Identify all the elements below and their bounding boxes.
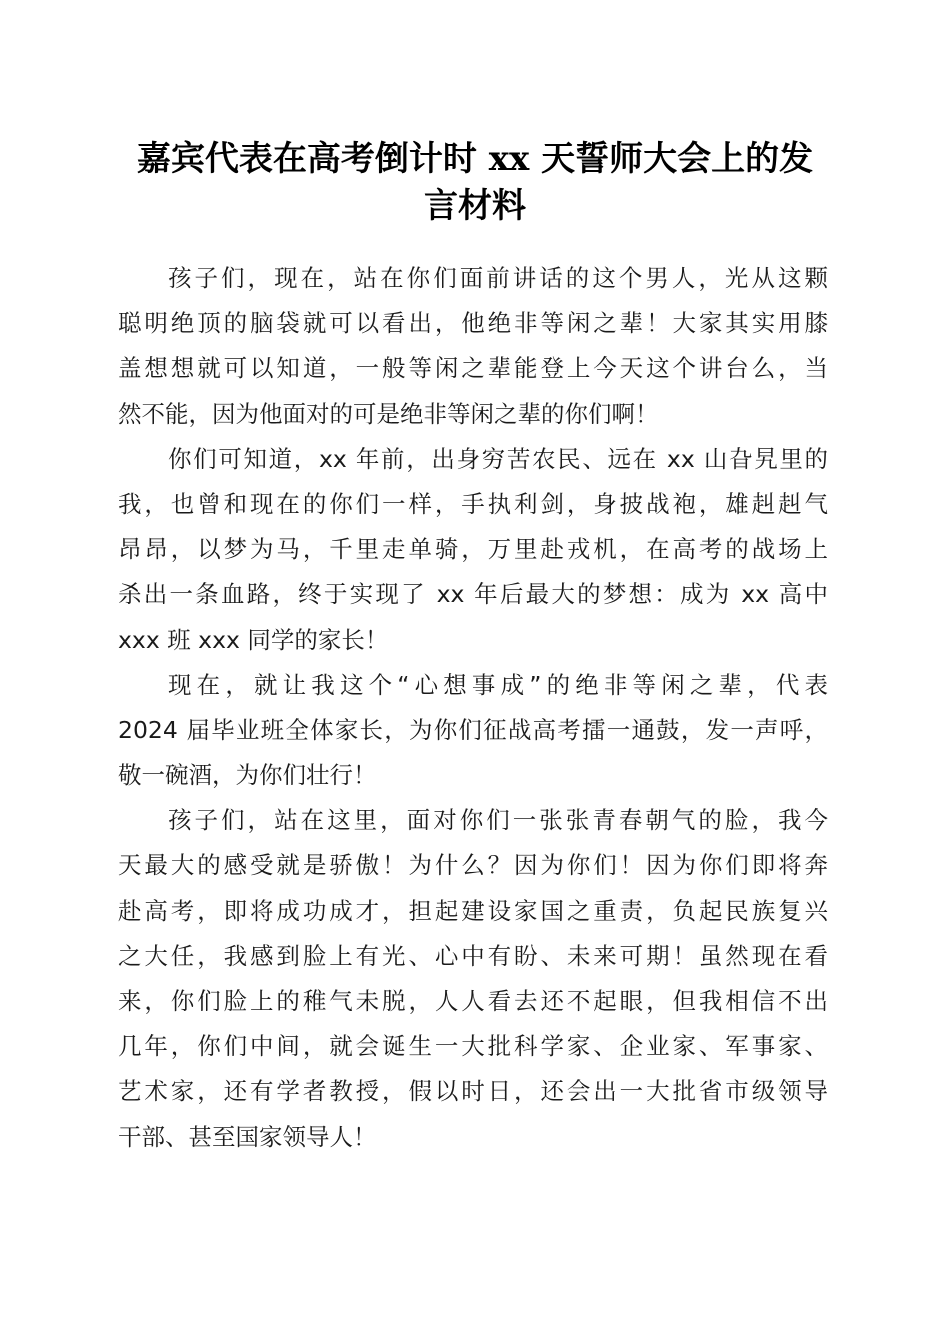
document-title [110, 136, 840, 230]
text-line: 昂昂，以梦为马，千里走单骑，万里赴戎机，在高考的战场上 [118, 535, 828, 564]
title-line-2: 言材料 [424, 186, 526, 226]
text-line: 你们可知道，xx 年前，出身穷苦农民、远在 xx 山旮旯里的 [168, 444, 828, 473]
text-line: 天最大的感受就是骄傲！为什么？因为你们！因为你们即将奔 [118, 851, 828, 880]
text-line: xxx 班 xxx 同学的家长！ [118, 625, 389, 654]
text-line: 来，你们脸上的稚气未脱，人人看去还不起眼，但我相信不出 [118, 987, 828, 1015]
text-line: 我，也曾和现在的你们一样，手执利剑，身披战袍，雄赳赳气 [118, 489, 828, 518]
text-line: 然不能，因为他面对的可是绝非等闲之辈的你们啊！ [118, 399, 659, 428]
document-body [118, 256, 828, 1160]
title-line-1: 嘉宾代表在高考倒计时 xx 天誓师大会上的发 [136, 139, 814, 179]
text-line: 盖想想就可以知道，一般等闲之辈能登上今天这个讲台么，当 [118, 354, 828, 383]
text-line: 敬一碗酒，为你们壮行！ [118, 761, 377, 790]
text-line: 艺术家，还有学者教授，假以时日，还会出一大批省市级领导 [118, 1077, 828, 1106]
text-line: 杀出一条血路，终于实现了 xx 年后最大的梦想：成为 xx 高中 [118, 580, 828, 609]
paragraph-2 [118, 437, 828, 663]
text-line: 几年，你们中间，就会诞生一大批科学家、企业家、军事家、 [118, 1032, 828, 1061]
text-line: 2024 届毕业班全体家长，为你们征战高考擂一通鼓，发一声呼， [118, 715, 828, 744]
text-line: 孩子们，现在，站在你们面前讲话的这个男人，光从这颗 [168, 264, 828, 292]
text-line: 现在，就让我这个“心想事成”的绝非等闲之辈，代表 [168, 670, 828, 699]
paragraph-3 [118, 663, 828, 799]
text-line: 孩子们，站在这里，面对你们一张张青春朝气的脸，我今 [168, 806, 828, 835]
paragraph-4 [118, 798, 828, 1160]
text-line: 之大任，我感到脸上有光、心中有盼、未来可期！虽然现在看 [118, 941, 828, 970]
text-line: 聪明绝顶的脑袋就可以看出，他绝非等闲之辈！大家其实用膝 [118, 309, 828, 338]
text-line: 赴高考，即将成功成才，担起建设家国之重责，负起民族复兴 [118, 896, 828, 925]
paragraph-1 [118, 256, 828, 437]
text-line: 干部、甚至国家领导人！ [118, 1122, 377, 1151]
